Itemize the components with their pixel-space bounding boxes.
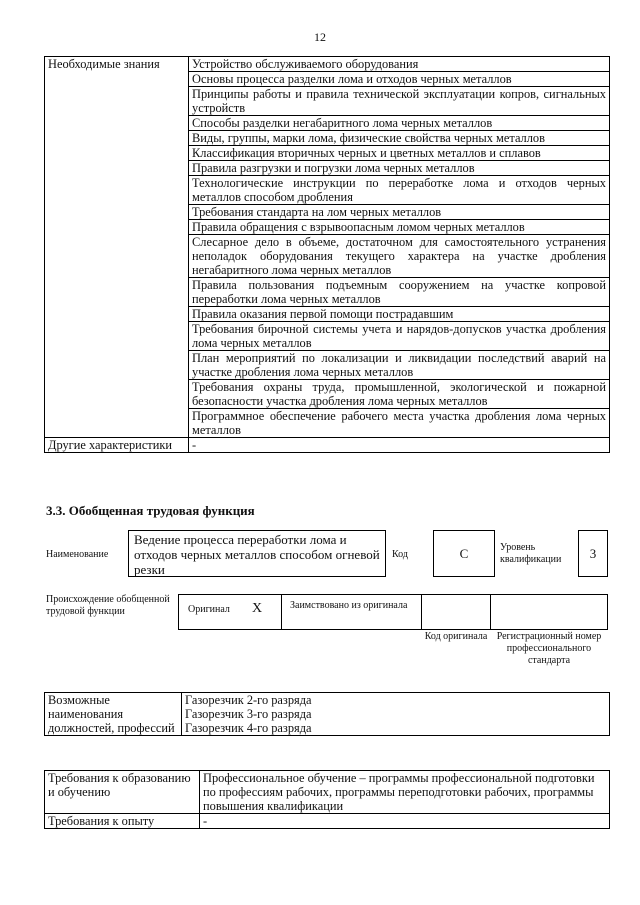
registration-number-cell — [490, 594, 608, 630]
position-item: Газорезчик 3-го разряда — [185, 707, 312, 721]
code-value: C — [433, 530, 495, 577]
positions-table — [44, 692, 610, 736]
table-row — [45, 57, 610, 72]
position-item: Газорезчик 4-го разряда — [185, 721, 312, 735]
positions-list — [182, 693, 610, 736]
borrowed-label: Заимствовано из оригинала — [290, 600, 408, 611]
knowledge-item: Виды, группы, марки лома, физические свойства черных металлов — [189, 131, 610, 146]
knowledge-item: План мероприятий по локализации и ликвидации последствий аварий на участке дробления лома черных металлов — [189, 351, 610, 380]
position-item: Газорезчик 2-го разряда — [185, 693, 312, 707]
knowledge-item: Требования охраны труда, промышленной, экологической и пожарной безопасности участка дробления лома черных металлов — [189, 380, 610, 409]
name-label: Наименование — [46, 549, 109, 560]
original-mark: X — [252, 601, 263, 616]
function-name-value: Ведение процесса переработки лома и отходов черных металлов способом огневой резки — [128, 530, 386, 577]
knowledge-item: Требования бирочной системы учета и нарядов-допусков участка дробления лома черных металлов — [189, 322, 610, 351]
knowledge-item: Способы разделки негабаритного лома черных металлов — [189, 116, 610, 131]
knowledge-item: Правила пользования подъемным сооружением на участке копровой переработки лома черных металлов — [189, 278, 610, 307]
knowledge-item: Правила обращения с взрывоопасным ломом черных металлов — [189, 220, 610, 235]
experience-value: - — [200, 814, 610, 829]
table-row — [45, 771, 610, 814]
divider — [281, 594, 282, 630]
page-number: 12 — [314, 30, 326, 44]
original-code-caption: Код оригинала — [424, 631, 488, 642]
knowledge-item: Устройство обслуживаемого оборудования — [189, 57, 610, 72]
knowledge-item: Правила разгрузки и погрузки лома черных металлов — [189, 161, 610, 176]
table-row — [45, 438, 610, 453]
table-row — [45, 814, 610, 829]
experience-label: Требования к опыту — [45, 814, 200, 829]
education-value: Профессиональное обучение – программы профессиональной подготовки по профессиям рабочих, программы переподготовки рабочих, программы повышения квалификации — [200, 771, 610, 814]
knowledge-item: Требования стандарта на лом черных металлов — [189, 205, 610, 220]
knowledge-item: Классификация вторичных черных и цветных металлов и сплавов — [189, 146, 610, 161]
other-characteristics-label: Другие характеристики — [45, 438, 189, 453]
knowledge-item: Слесарное дело в объеме, достаточном для самостоятельного устранения неполадок оборудования текущего характера на участке дробления негабаритного лома черных металлов — [189, 235, 610, 278]
original-label: Оригинал — [188, 604, 230, 615]
knowledge-item: Технологические инструкции по переработке лома и отходов черных металлов способом дробления — [189, 176, 610, 205]
requirements-table — [44, 770, 610, 829]
knowledge-item: Основы процесса разделки лома и отходов черных металлов — [189, 72, 610, 87]
qualification-level-value: 3 — [578, 530, 608, 577]
table-row — [45, 693, 610, 736]
qualification-level-label: Уровень квалификации — [500, 542, 562, 565]
knowledge-table — [44, 56, 610, 453]
knowledge-item: Программное обеспечение рабочего места участка дробления лома черных металлов — [189, 409, 610, 438]
education-label: Требования к образованию и обучению — [45, 771, 200, 814]
code-label: Код — [392, 549, 408, 560]
original-code-cell — [421, 594, 491, 630]
knowledge-label: Необходимые знания — [45, 57, 189, 438]
registration-number-caption: Регистрационный номер профессионального стандарта — [496, 631, 602, 666]
positions-label: Возможные наименования должностей, профессий — [45, 693, 182, 736]
origin-label: Происхождение обобщенной трудовой функции — [46, 594, 170, 617]
knowledge-item: Правила оказания первой помощи пострадавшим — [189, 307, 610, 322]
other-characteristics-value: - — [189, 438, 610, 453]
knowledge-item: Принципы работы и правила технической эксплуатации копров, сигнальных устройств — [189, 87, 610, 116]
section-heading: 3.3. Обобщенная трудовая функция — [46, 503, 255, 518]
